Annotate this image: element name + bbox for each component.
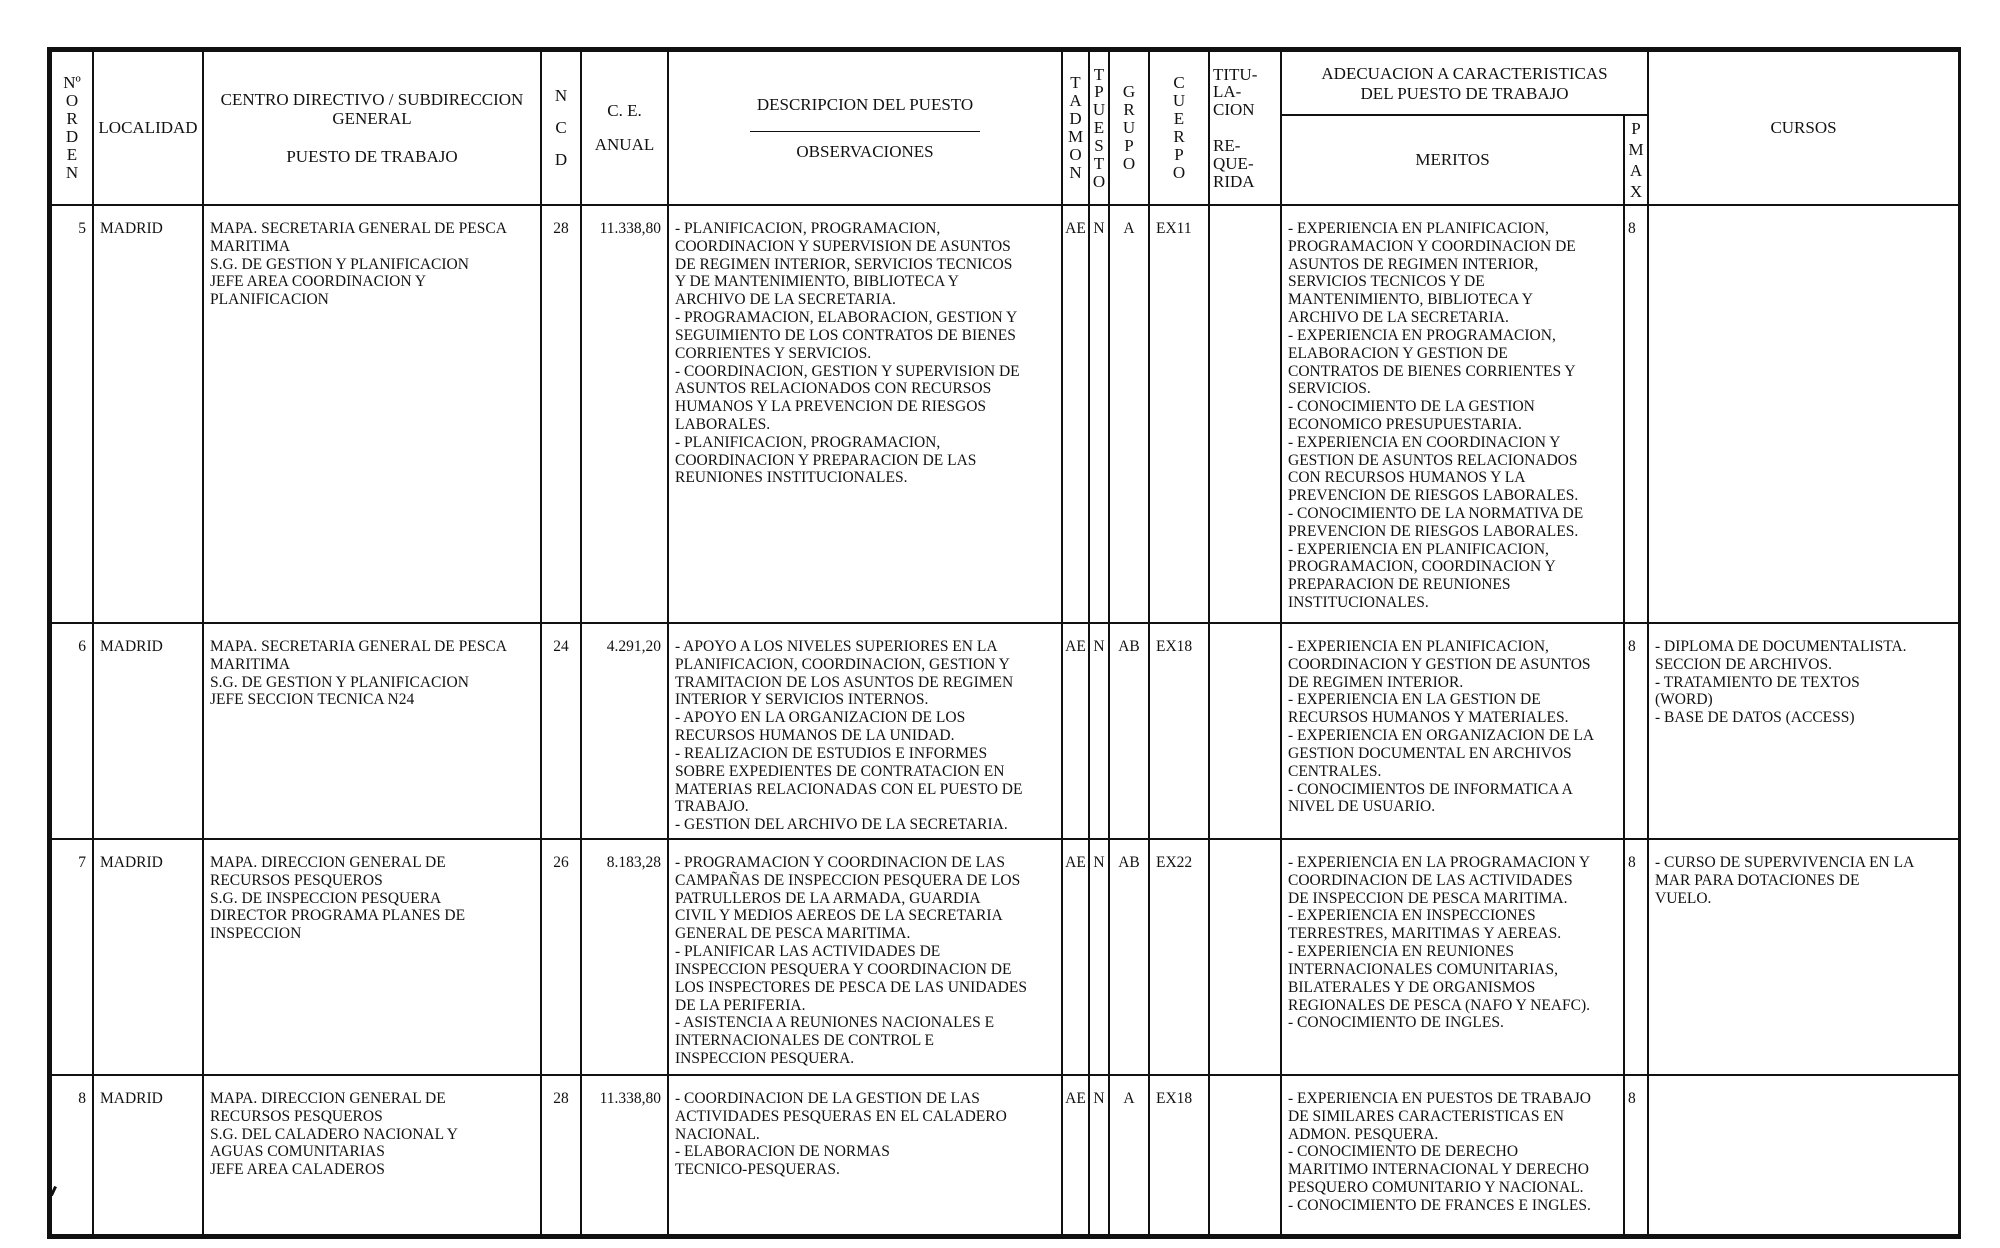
cell-pmax: 8 xyxy=(1624,205,1648,623)
cell-ce-anual: 8.183,28 xyxy=(581,839,668,1075)
cell-ncd: 26 xyxy=(541,839,581,1075)
header-letter: C xyxy=(555,117,567,137)
cell-titulacion xyxy=(1209,623,1281,839)
table-row xyxy=(51,205,1959,623)
cell-centro-puesto: MAPA. DIRECCION GENERAL DE RECURSOS PESQUEROS S.G. DEL CALADERO NACIONAL Y AGUAS COMUNITARIAS JEFE AREA CALADEROS xyxy=(203,1075,541,1235)
header-letter: O xyxy=(65,91,79,111)
header-letter: O xyxy=(1122,153,1136,173)
cell-localidad: MADRID xyxy=(93,623,203,839)
margin-tick xyxy=(1958,92,1961,102)
header-localidad: LOCALIDAD xyxy=(93,51,203,205)
header-ce: C. E. xyxy=(607,101,642,121)
header-letter: C xyxy=(1173,73,1185,93)
cell-titulacion xyxy=(1209,1075,1281,1235)
cell-tpuesto: N xyxy=(1089,205,1109,623)
cell-descripcion: - APOYO A LOS NIVELES SUPERIORES EN LA PLANIFICACION, COORDINACION, GESTION Y TRAMITACION DE LOS ASUNTOS DE REGIMEN INTERIOR Y SERVICIOS INTERNOS. - APOYO EN LA ORGANIZACION DE LOS RECURSOS HUMANOS DE LA UNIDAD. - REALIZACION DE ESTUDIOS E INFORMES SOBRE EXPEDIENTES DE CONTRATACION EN MATERIAS RELACIONADAS CON EL PUESTO DE TRABAJO. - GESTION DEL ARCHIVO DE LA SECRETARIA. xyxy=(668,623,1062,839)
header-observaciones-label: OBSERVACIONES xyxy=(796,141,934,161)
table-body xyxy=(51,205,1959,1235)
cell-orden: 8 xyxy=(51,1075,93,1235)
cell-meritos: - EXPERIENCIA EN PLANIFICACION, PROGRAMACION Y COORDINACION DE ASUNTOS DE REGIMEN INTERIOR, SERVICIOS TECNICOS Y DE MANTENIMIENTO, BIBLIOTECA Y ARCHIVO DE LA SECRETARIA. - EXPERIENCIA EN PROGRAMACION, ELABORACION Y GESTION DE CONTRATOS DE BIENES CORRIENTES Y SERVICIOS. - CONOCIMIENTO DE LA GESTION ECONOMICO PRESUPUESTARIA. - EXPERIENCIA EN COORDINACION Y GESTION DE ASUNTOS RELACIONADOS CON RECURSOS HUMANOS Y LA PREVENCION DE RIESGOS LABORALES. - CONOCIMIENTO DE LA NORMATIVA DE PREVENCION DE RIESGOS LABORALES. - EXPERIENCIA EN PLANIFICACION, PROGRAMACION, COORDINACION Y PREPARACION DE REUNIONES INSTITUCIONALES. xyxy=(1281,205,1624,623)
job-listing-sheet xyxy=(47,47,1961,1239)
cell-titulacion xyxy=(1209,205,1281,623)
header-letter: T xyxy=(1070,73,1081,93)
header-letter: E xyxy=(66,144,78,164)
header-letter: E xyxy=(1093,118,1105,138)
cell-tadmon: AE xyxy=(1062,839,1089,1075)
header-letter: M xyxy=(1628,139,1644,159)
cell-tadmon: AE xyxy=(1062,623,1089,839)
cell-grupo: AB xyxy=(1109,623,1149,839)
header-letter: O xyxy=(1172,162,1186,182)
header-centro-line-1: CENTRO DIRECTIVO / SUBDIRECCION xyxy=(220,89,524,109)
header-tpuesto xyxy=(1089,51,1109,205)
header-letter: R xyxy=(1123,100,1135,120)
header-letter: P xyxy=(1124,135,1134,155)
cell-ncd: 28 xyxy=(541,1075,581,1235)
cell-centro-puesto: MAPA. SECRETARIA GENERAL DE PESCA MARITIMA S.G. DE GESTION Y PLANIFICACION JEFE AREA COORDINACION Y PLANIFICACION xyxy=(203,205,541,623)
table-header xyxy=(51,51,1959,205)
header-descripcion-label: DESCRIPCION DEL PUESTO xyxy=(756,94,974,114)
header-letter: T xyxy=(1093,153,1105,173)
header-anual: ANUAL xyxy=(594,135,655,154)
header-centro-directivo xyxy=(203,51,541,205)
header-letter: P xyxy=(1174,144,1184,164)
header-letter: A xyxy=(1069,91,1082,111)
cell-pmax: 8 xyxy=(1624,623,1648,839)
header-cuerpo xyxy=(1149,51,1209,205)
cell-ncd: 24 xyxy=(541,623,581,839)
cell-meritos: - EXPERIENCIA EN PUESTOS DE TRABAJO DE SIMILARES CARACTERISTICAS EN ADMON. PESQUERA. - CONOCIMIENTO DE DERECHO MARITIMO INTERNACIONAL Y DERECHO PESQUERO COMUNITARIO Y NACIONAL. - CONOCIMIENTO DE FRANCES E INGLES. xyxy=(1281,1075,1624,1235)
cell-localidad: MADRID xyxy=(93,839,203,1075)
cell-centro-puesto: MAPA. DIRECCION GENERAL DE RECURSOS PESQUEROS S.G. DE INSPECCION PESQUERA DIRECTOR PROGRAMA PLANES DE INSPECCION xyxy=(203,839,541,1075)
table-row xyxy=(51,623,1959,839)
header-pmax xyxy=(1624,115,1648,205)
header-letter: A xyxy=(1629,161,1643,180)
header-letter: N xyxy=(65,162,79,182)
header-letter: M xyxy=(1067,127,1084,146)
cell-ce-anual: 11.338,80 xyxy=(581,205,668,623)
cell-cursos xyxy=(1648,205,1959,623)
table-row xyxy=(51,839,1959,1075)
header-letter: X xyxy=(1629,182,1643,202)
cell-descripcion: - PROGRAMACION Y COORDINACION DE LAS CAMPAÑAS DE INSPECCION PESQUERA DE LOS PATRULLEROS DE LA ARMADA, GUARDIA CIVIL Y MEDIOS AEREOS DE LA SECRETARIA GENERAL DE PESCA MARITIMA. - PLANIFICAR LAS ACTIVIDADES DE INSPECCION PESQUERA Y COORDINACION DE LOS INSPECTORES DE PESCA DE LAS UNIDADES DE LA PERIFERIA. - ASISTENCIA A REUNIONES NACIONALES E INTERNACIONALES DE CONTROL E INSPECCION PESQUERA. xyxy=(668,839,1062,1075)
cell-cuerpo: EX22 xyxy=(1149,839,1209,1075)
cell-orden: 5 xyxy=(51,205,93,623)
header-descripcion xyxy=(668,51,1062,205)
job-positions-table xyxy=(50,50,1960,1236)
cell-grupo: AB xyxy=(1109,839,1149,1075)
header-letter: Nº xyxy=(63,73,81,93)
cell-orden: 6 xyxy=(51,623,93,839)
cell-descripcion: - PLANIFICACION, PROGRAMACION, COORDINACION Y SUPERVISION DE ASUNTOS DE REGIMEN INTERIOR, SERVICIOS TECNICOS Y DE MANTENIMIENTO, BIBLIOTECA Y ARCHIVO DE LA SECRETARIA. - PROGRAMACION, ELABORACION, GESTION Y SEGUIMIENTO DE LOS CONTRATOS DE BIENES CORRIENTES Y SERVICIOS. - COORDINACION, GESTION Y SUPERVISION DE ASUNTOS RELACIONADOS CON RECURSOS HUMANOS Y LA PREVENCION DE RIESGOS LABORALES. - PLANIFICACION, PROGRAMACION, COORDINACION Y PREPARACION DE LAS REUNIONES INSTITUCIONALES. xyxy=(668,205,1062,623)
cell-tadmon: AE xyxy=(1062,1075,1089,1235)
cell-localidad: MADRID xyxy=(93,205,203,623)
cell-titulacion xyxy=(1209,839,1281,1075)
cell-cursos: - CURSO DE SUPERVIVENCIA EN LA MAR PARA DOTACIONES DE VUELO. xyxy=(1648,839,1959,1075)
cell-ncd: 28 xyxy=(541,205,581,623)
header-letter: O xyxy=(1092,171,1106,191)
cell-cuerpo: EX18 xyxy=(1149,1075,1209,1235)
cell-descripcion: - COORDINACION DE LA GESTION DE LAS ACTIVIDADES PESQUERAS EN EL CALADERO NACIONAL. - ELABORACION DE NORMAS TECNICO-PESQUERAS. xyxy=(668,1075,1062,1235)
cell-ce-anual: 11.338,80 xyxy=(581,1075,668,1235)
cell-cursos: - DIPLOMA DE DOCUMENTALISTA. SECCION DE ARCHIVOS. - TRATAMIENTO DE TEXTOS (WORD) - BASE DE DATOS (ACCESS) xyxy=(1648,623,1959,839)
header-letter: G xyxy=(1122,82,1136,102)
header-letter: N xyxy=(1069,162,1082,182)
header-letter: U xyxy=(1122,118,1136,138)
cell-pmax: 8 xyxy=(1624,839,1648,1075)
cell-cuerpo: EX11 xyxy=(1149,205,1209,623)
header-grupo xyxy=(1109,51,1149,205)
header-puesto-trabajo: PUESTO DE TRABAJO xyxy=(286,146,458,166)
header-ce-anual xyxy=(581,51,668,205)
header-letter: U xyxy=(1172,91,1186,111)
header-letter: U xyxy=(1092,100,1106,120)
header-letter: P xyxy=(1631,118,1641,138)
header-letter: T xyxy=(1093,64,1105,84)
header-adecuacion: ADECUACION A CARACTERISTICAS DEL PUESTO DE TRABAJO xyxy=(1281,51,1648,115)
cell-tadmon: AE xyxy=(1062,205,1089,623)
header-letter: R xyxy=(1173,127,1185,146)
cell-cursos xyxy=(1648,1075,1959,1235)
header-letter: E xyxy=(1173,109,1185,129)
header-letter: D xyxy=(65,127,79,146)
cell-cuerpo: EX18 xyxy=(1149,623,1209,839)
cell-pmax: 8 xyxy=(1624,1075,1648,1235)
header-letter: R xyxy=(66,109,78,129)
header-letter: N xyxy=(554,85,568,105)
header-letter: P xyxy=(1094,82,1104,102)
cell-localidad: MADRID xyxy=(93,1075,203,1235)
cell-tpuesto: N xyxy=(1089,623,1109,839)
header-ncd xyxy=(541,51,581,205)
header-letter: O xyxy=(1069,144,1082,164)
header-orden xyxy=(51,51,93,205)
table-row xyxy=(51,1075,1959,1235)
cell-grupo: A xyxy=(1109,1075,1149,1235)
header-titulacion: TITU- LA- CION RE- QUE- RIDA xyxy=(1209,51,1281,205)
header-centro-line-2: GENERAL xyxy=(332,109,412,129)
cell-tpuesto: N xyxy=(1089,1075,1109,1235)
cell-meritos: - EXPERIENCIA EN LA PROGRAMACION Y COORDINACION DE LAS ACTIVIDADES DE INSPECCION DE PESCA MARITIMA. - EXPERIENCIA EN INSPECCIONES TERRESTRES, MARITIMAS Y AEREAS. - EXPERIENCIA EN REUNIONES INTERNACIONALES COMUNITARIAS, BILATERALES Y DE ORGANISMOS REGIONALES DE PESCA (NAFO Y NEAFC). - CONOCIMIENTO DE INGLES. xyxy=(1281,839,1624,1075)
header-letter: D xyxy=(1069,109,1082,129)
header-divider-line xyxy=(750,131,980,132)
header-tadmon xyxy=(1062,51,1089,205)
cell-meritos: - EXPERIENCIA EN PLANIFICACION, COORDINACION Y GESTION DE ASUNTOS DE REGIMEN INTERIOR. - EXPERIENCIA EN LA GESTION DE RECURSOS HUMANOS Y MATERIALES. - EXPERIENCIA EN ORGANIZACION DE LA GESTION DOCUMENTAL EN ARCHIVOS CENTRALES. - CONOCIMIENTOS DE INFORMATICA A NIVEL DE USUARIO. xyxy=(1281,623,1624,839)
cell-tpuesto: N xyxy=(1089,839,1109,1075)
cell-centro-puesto: MAPA. SECRETARIA GENERAL DE PESCA MARITIMA S.G. DE GESTION Y PLANIFICACION JEFE SECCION TECNICA N24 xyxy=(203,623,541,839)
header-letter: S xyxy=(1094,135,1104,155)
header-letter: D xyxy=(554,150,568,170)
header-cursos: CURSOS xyxy=(1648,51,1959,205)
cell-ce-anual: 4.291,20 xyxy=(581,623,668,839)
header-meritos: MERITOS xyxy=(1281,115,1624,205)
cell-orden: 7 xyxy=(51,839,93,1075)
cell-grupo: A xyxy=(1109,205,1149,623)
